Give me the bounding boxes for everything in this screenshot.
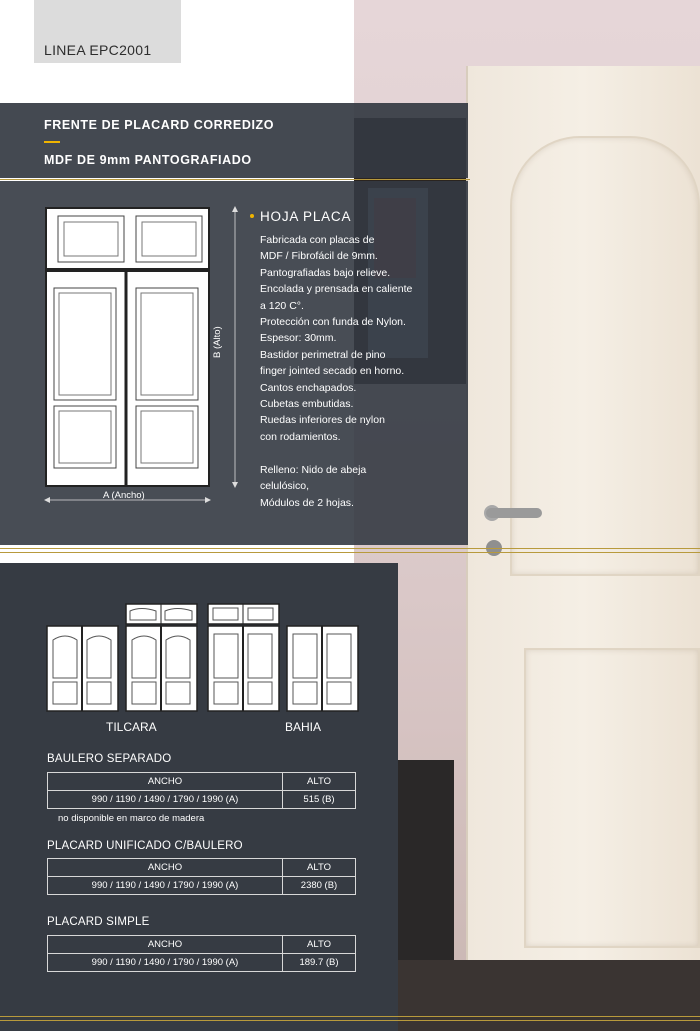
- door-lower-panel: [524, 648, 700, 948]
- page-title: FRENTE DE PLACARD CORREDIZO: [44, 118, 275, 132]
- thumb-tilcara-baulero: [126, 604, 197, 711]
- column-header: ALTO: [283, 773, 356, 791]
- divider-line: [0, 179, 470, 180]
- table-cell: 990 / 1190 / 1490 / 1790 / 1990 (A): [48, 954, 283, 972]
- title-accent: [44, 141, 60, 143]
- column-header: ANCHO: [48, 773, 283, 791]
- size-table: [47, 772, 356, 809]
- table-title: PLACARD SIMPLE: [47, 916, 150, 928]
- page-subtitle: MDF DE 9mm PANTOGRAFIADO: [44, 153, 252, 167]
- variant-label-tilcara: TILCARA: [106, 720, 157, 734]
- spec-description: Fabricada con placas de MDF / Fibrofácil de 9mm. Pantografiadas bajo relieve. Encolada y prensada en caliente a 120 C°. Protección con funda de Nylon. Espesor: 30mm. Bastidor perimetral de pino finger jointed secado en horno. Cantos enchapados. Cubetas embutidas. Ruedas inferiores de nylon con rodamientos. Relleno: Nido de abeja celulósico, Módulos de 2 hojas.: [260, 234, 413, 509]
- width-label: A (Ancho): [103, 490, 145, 501]
- divider-line: [0, 1016, 700, 1017]
- column-header: ALTO: [283, 936, 356, 954]
- divider-line: [0, 1020, 700, 1021]
- height-label: B (Alto): [212, 326, 223, 358]
- variant-label-bahia: BAHIA: [285, 720, 322, 734]
- column-header: ANCHO: [48, 859, 283, 877]
- model-label: LINEA EPC2001: [44, 42, 152, 58]
- table-cell: 990 / 1190 / 1490 / 1790 / 1990 (A): [48, 877, 283, 895]
- divider-line: [0, 548, 700, 549]
- thumb-bahia-single: [287, 626, 358, 711]
- size-table: [47, 935, 356, 972]
- door-handle: [486, 508, 542, 518]
- table-cell: 515 (B): [283, 791, 356, 809]
- table-title: BAULERO SEPARADO: [47, 753, 172, 765]
- column-header: ALTO: [283, 859, 356, 877]
- table-cell: 2380 (B): [283, 877, 356, 895]
- thumb-tilcara-single: [47, 626, 118, 711]
- divider-line: [0, 552, 700, 553]
- table-cell: 990 / 1190 / 1490 / 1790 / 1990 (A): [48, 791, 283, 809]
- column-header: ANCHO: [48, 936, 283, 954]
- thumb-bahia-baulero: [208, 604, 279, 711]
- table-cell: 189.7 (B): [283, 954, 356, 972]
- spec-title: HOJA PLACA: [260, 209, 352, 224]
- table-title: PLACARD UNIFICADO C/BAULERO: [47, 840, 243, 852]
- model-thumbnails: [44, 602, 364, 717]
- table-note: no disponible en marco de madera: [58, 813, 205, 824]
- bullet-icon: [250, 214, 254, 218]
- size-table: [47, 858, 356, 895]
